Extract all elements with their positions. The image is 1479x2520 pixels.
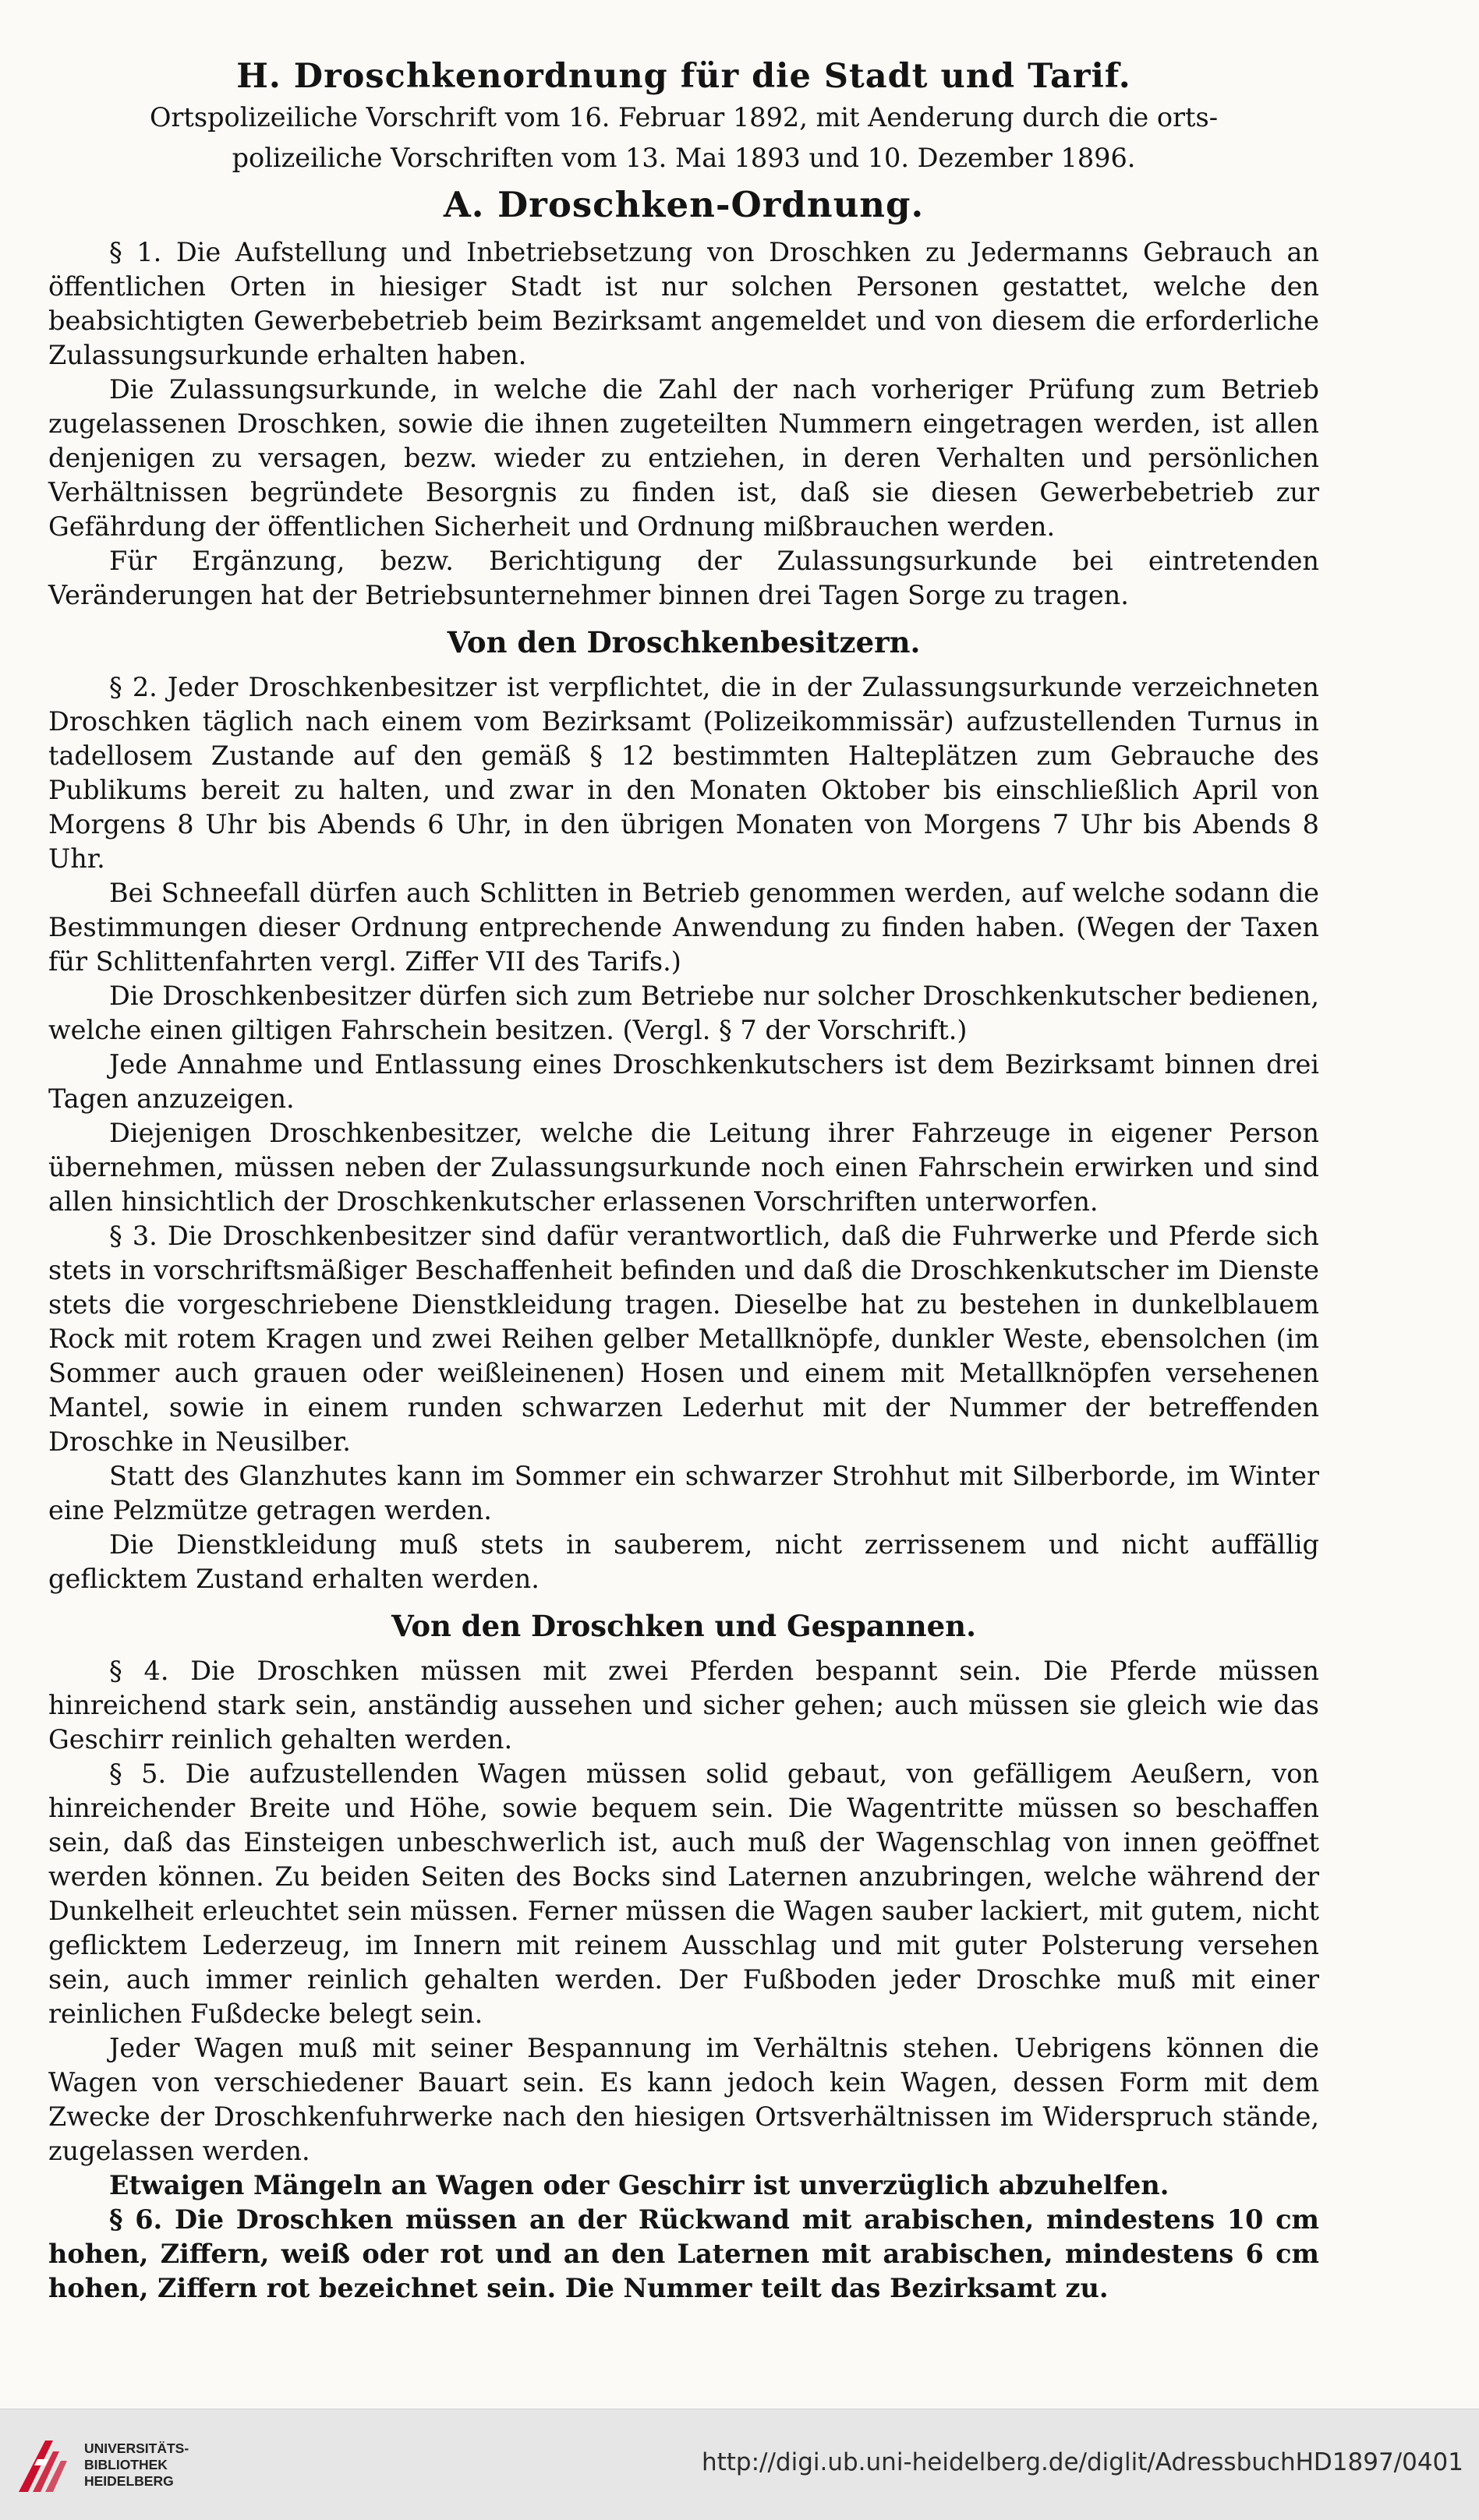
document-text bbox=[48, 55, 1319, 2306]
library-name-line3: HEIDELBERG bbox=[84, 2473, 174, 2489]
paragraph-5: Bei Schneefall dürfen auch Schlitten in Betrieb genommen werden, auf welche sodann die Bestimmungen dieser Ordnung entprechende Anwendung zu finden haben. (Wegen der Taxen für Schlittenfahrten vergl. Ziffer VII des Tarifs.) bbox=[48, 878, 1319, 977]
university-library-logo bbox=[14, 2433, 84, 2498]
paragraph-15: Etwaigen Mängeln an Wagen oder Geschirr ist unverzüglich abzuhelfen. bbox=[109, 2170, 1169, 2200]
source-url-link[interactable]: http://digi.ub.uni-heidelberg.de/diglit/AdressbuchHD1897/0401 bbox=[701, 2448, 1463, 2476]
paragraph-3: Für Ergänzung, bezw. Berichtigung der Zulassungsurkunde bei eintretenden Veränderungen hat der Betriebsunternehmer binnen drei Tagen Sorge zu tragen. bbox=[48, 546, 1319, 610]
paragraph-14: Jeder Wagen muß mit seiner Bespannung im Verhältnis stehen. Uebrigens können die Wagen von verschiedener Bauart sein. Es kann jedoch kein Wagen, dessen Form mit dem Zwecke der Droschkenfuhrwerke nach den hiesigen Ortsverhältnissen im Widerspruch stände, zugelassen werden. bbox=[48, 2033, 1319, 2166]
library-name bbox=[84, 2440, 189, 2490]
heading-droschken-gespanne: Von den Droschken und Gespannen. bbox=[391, 1609, 976, 1643]
paragraph-6: Die Droschkenbesitzer dürfen sich zum Betriebe nur solcher Droschkenkutscher bedienen, welche einen giltigen Fahrschein besitzen. (Vergl. § 7 der Vorschrift.) bbox=[48, 981, 1319, 1045]
paragraph-12: § 4. Die Droschken müssen mit zwei Pferden bespannt sein. Die Pferde müssen hinreichend stark sein, anständig aussehen und sicher gehen; auch müssen sie gleich wie das Geschirr reinlich gehalten werden. bbox=[48, 1656, 1319, 1755]
paragraph-9: § 3. Die Droschkenbesitzer sind dafür verantwortlich, daß die Fuhrwerke und Pferde sich stets in vorschriftsmäßiger Beschaffenheit befinden und daß die Droschkenkutscher im Dienste stets die vorgeschriebene Dienstkleidung tragen. Dieselbe hat zu bestehen in dunkelblauem Rock mit rotem Kragen und zwei Reihen gelber Metallknöpfe, dunkler Weste, ebensolchen (im Sommer auch grauen oder weißleinenen) Hosen und einem mit Metallknöpfen versehenen Mantel, sowie in einem runden schwarzen Lederhut mit der Nummer der betreffenden Droschke in Neusilber. bbox=[48, 1221, 1319, 1457]
heading-droschken-ordnung: A. Droschken-Ordnung. bbox=[443, 184, 925, 225]
footer-bar bbox=[0, 2409, 1479, 2520]
library-name-line2: BIBLIOTHEK bbox=[84, 2457, 168, 2472]
paragraph-16: § 6. Die Droschken müssen an der Rückwand mit arabischen, mindestens 10 cm hohen, Ziffern, weiß oder rot und an den Laternen mit arabischen, mindestens 6 cm hohen, Ziffern rot bezeichnet sein. Die Nummer teilt das Bezirksamt zu. bbox=[48, 2204, 1319, 2303]
paragraph-2: Die Zulassungsurkunde, in welche die Zahl der nach vorheriger Prüfung zum Betrieb zugelassenen Droschken, sowie die ihnen zugeteilten Nummern eingetragen werden, ist allen denjenigen zu versagen, bezw. wieder zu entziehen, in deren Verhalten und persönlichen Verhältnissen begründete Besorgnis zu finden ist, daß sie diesen Gewerbebetrieb zur Gefährdung der öffentlichen Sicherheit und Ordnung mißbrauchen werden. bbox=[48, 374, 1319, 542]
document-title: H. Droschkenordnung für die Stadt und Tarif. bbox=[236, 57, 1131, 96]
paragraph-13: § 5. Die aufzustellenden Wagen müssen solid gebaut, von gefälligem Aeußern, von hinreichender Breite und Höhe, sowie bequem sein. Die Wagentritte müssen so beschaffen sein, daß das Einsteigen unbeschwerlich ist, auch muß der Wagenschlag von innen geöffnet werden können. Zu beiden Seiten des Bocks sind Laternen anzubringen, welche während der Dunkelheit erleuchtet sein müssen. Ferner müssen die Wagen sauber lackiert, mit gutem, nicht geflicktem Lederzeug, im Innern mit reinem Ausschlag und mit guter Polsterung versehen sein, auch immer reinlich gehalten werden. Der Fußboden jeder Droschke muß mit einer reinlichen Fußdecke belegt sein. bbox=[48, 1758, 1319, 2029]
paragraph-7: Jede Annahme und Entlassung eines Droschkenkutschers ist dem Bezirksamt binnen drei Tagen anzuzeigen. bbox=[48, 1049, 1319, 1114]
paragraph-8: Diejenigen Droschkenbesitzer, welche die Leitung ihrer Fahrzeuge in eigener Person übernehmen, müssen neben der Zulassungsurkunde noch einen Fahrschein erwirken und sind allen hinsichtlich der Droschkenkutscher erlassenen Vorschriften unterworfen. bbox=[48, 1118, 1319, 1217]
document-subtitle-line1: Ortspolizeiliche Vorschrift vom 16. Februar 1892, mit Aenderung durch die orts- bbox=[149, 102, 1219, 133]
paragraph-4: § 2. Jeder Droschkenbesitzer ist verpflichtet, die in der Zulassungsurkunde verzeichneten Droschken täglich nach einem vom Bezirksamt (Polizeikommissär) aufzustellenden Turnus in tadellosem Zustande auf den gemäß § 12 bestimmten Halteplätzen zum Gebrauche des Publikums bereit zu halten, und zwar in den Monaten Oktober bis einschließlich April von Morgens 8 Uhr bis Abends 6 Uhr, in den übrigen Monaten von Morgens 7 Uhr bis Abends 8 Uhr. bbox=[48, 672, 1319, 874]
library-name-line1: UNIVERSITÄTS- bbox=[84, 2440, 189, 2456]
heading-droschkenbesitzer: Von den Droschkenbesitzern. bbox=[447, 625, 921, 659]
paragraph-11: Die Dienstkleidung muß stets in sauberem, nicht zerrissenem und nicht auffällig geflicktem Zustand erhalten werden. bbox=[48, 1529, 1319, 1594]
paragraph-10: Statt des Glanzhutes kann im Sommer ein schwarzer Strohhut mit Silberborde, im Winter eine Pelzmütze getragen werden. bbox=[48, 1461, 1319, 1525]
document-subtitle-line2: polizeiliche Vorschriften vom 13. Mai 1893 und 10. Dezember 1896. bbox=[232, 143, 1136, 173]
paragraph-1: § 1. Die Aufstellung und Inbetriebsetzung von Droschken zu Jedermanns Gebrauch an öffentlichen Orten in hiesiger Stadt ist nur solchen Personen gestattet, welche den beabsichtigten Gewerbebetrieb beim Bezirksamt angemeldet und von diesem die erforderliche Zulassungsurkunde erhalten haben. bbox=[48, 237, 1319, 370]
